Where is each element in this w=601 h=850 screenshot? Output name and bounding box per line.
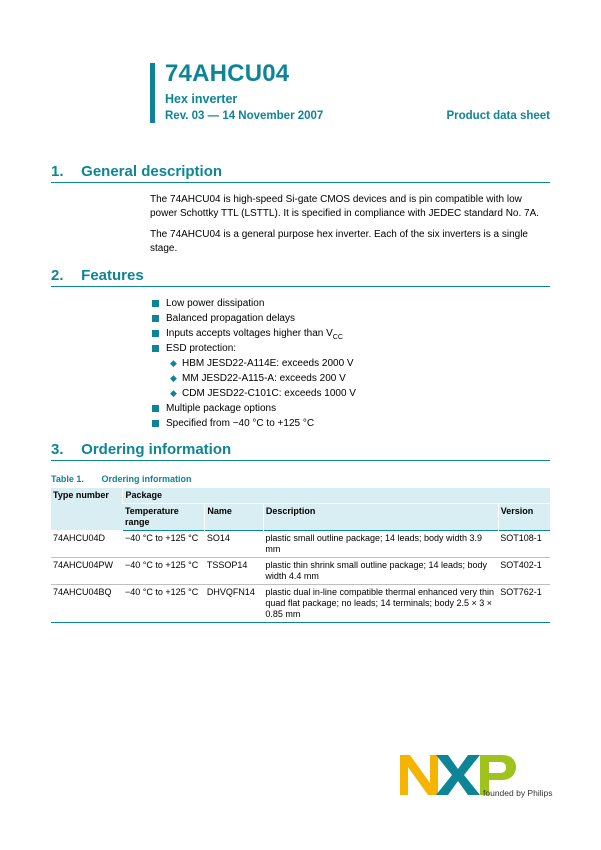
section-rule <box>51 286 550 287</box>
list-item: Specified from −40 °C to +125 °C <box>150 416 550 431</box>
cell-version: SOT762-1 <box>500 587 542 597</box>
table-subheader-row <box>51 504 550 531</box>
section-number: 3. <box>51 441 64 458</box>
cell-type: 74AHCU04D <box>53 533 106 543</box>
document-title: 74AHCU04 <box>165 60 290 87</box>
table-row <box>51 531 550 558</box>
cell-name: TSSOP14 <box>206 560 248 570</box>
list-item: Multiple package options <box>150 401 550 416</box>
list-item: ESD protection: <box>150 341 550 356</box>
list-subitem: ◆ MM JESD22-A115-A: exceeds 200 V <box>170 373 346 384</box>
table-header-row <box>51 488 550 504</box>
header-name: Name <box>205 504 264 531</box>
square-bullet-icon <box>152 420 159 427</box>
cell-temp: −40 °C to +125 °C <box>124 533 199 543</box>
section-heading-ordering <box>51 441 231 458</box>
cell-temp: −40 °C to +125 °C <box>124 560 199 570</box>
section-heading-general <box>51 163 222 180</box>
diamond-bullet-icon: ◆ <box>170 358 177 368</box>
section-title: Features <box>81 267 144 284</box>
section-number: 2. <box>51 267 64 284</box>
header-package: Package <box>123 488 550 504</box>
cell-name: SO14 <box>206 533 230 543</box>
header-accent-bar <box>150 63 155 123</box>
features-list <box>150 296 550 431</box>
diamond-bullet-icon: ◆ <box>170 373 177 383</box>
square-bullet-icon <box>152 345 159 352</box>
vcc-subscript: CC <box>332 334 343 341</box>
section-heading-features <box>51 267 144 284</box>
list-item: Low power dissipation <box>150 296 550 311</box>
header-version: Version <box>498 504 550 531</box>
header-temp-range: Temperature range <box>123 504 205 531</box>
table-row <box>51 585 550 623</box>
section-rule <box>51 182 550 183</box>
section-title: Ordering information <box>81 441 232 458</box>
header-description: Description <box>263 504 498 531</box>
square-bullet-icon <box>152 300 159 307</box>
table-caption-label: Table 1. <box>51 474 84 484</box>
general-paragraph-1: The 74AHCU04 is high-speed Si-gate CMOS devices and is pin compatible with low power Schottky TTL (LSTTL). It is specified in compliance with JEDEC standard No. 7A. <box>150 194 540 219</box>
list-item: Balanced propagation delays <box>150 311 550 326</box>
document-type: Product data sheet <box>446 110 550 122</box>
list-item: Inputs accepts voltages higher than $V_{CC}$ <box>150 326 550 341</box>
section-rule <box>51 460 550 461</box>
cell-type: 74AHCU04PW <box>53 560 114 570</box>
cell-version: SOT402-1 <box>500 560 542 570</box>
cell-description: plastic thin shrink small outline package; 14 leads; body width 4.4 mm <box>265 560 488 581</box>
cell-temp: −40 °C to +125 °C <box>124 587 199 597</box>
cell-version: SOT108-1 <box>500 533 542 543</box>
table-caption-title: Ordering information <box>101 474 192 484</box>
table-row <box>51 558 550 585</box>
cell-description: plastic dual in-line compatible thermal enhanced very thin quad flat package; no leads; 14 terminals; body 2.5 × 3 × 0.85 mm <box>265 587 495 619</box>
document-subtitle: Hex inverter <box>165 92 238 106</box>
square-bullet-icon <box>152 330 159 337</box>
section-title: General description <box>81 163 223 180</box>
section-number: 1. <box>51 163 64 180</box>
table-caption <box>51 474 192 484</box>
general-paragraph-2: The 74AHCU04 is a general purpose hex inverter. Each of the six inverters is a single stage. <box>150 229 528 254</box>
square-bullet-icon <box>152 405 159 412</box>
square-bullet-icon <box>152 315 159 322</box>
cell-description: plastic small outline package; 14 leads; body width 3.9 mm <box>265 533 483 554</box>
logo-tagline: founded by Philips <box>483 788 553 798</box>
revision-info: Rev. 03 — 14 November 2007 <box>165 110 324 122</box>
cell-type: 74AHCU04BQ <box>53 587 112 597</box>
cell-name: DHVQFN14 <box>206 587 255 597</box>
list-subitem: ◆ HBM JESD22-A114E: exceeds 2000 V <box>170 358 354 369</box>
diamond-bullet-icon: ◆ <box>170 388 177 398</box>
header-type-number: Type number <box>51 488 123 531</box>
ordering-table <box>51 488 550 623</box>
list-subitem: ◆ CDM JESD22-C101C: exceeds 1000 V <box>170 388 356 399</box>
